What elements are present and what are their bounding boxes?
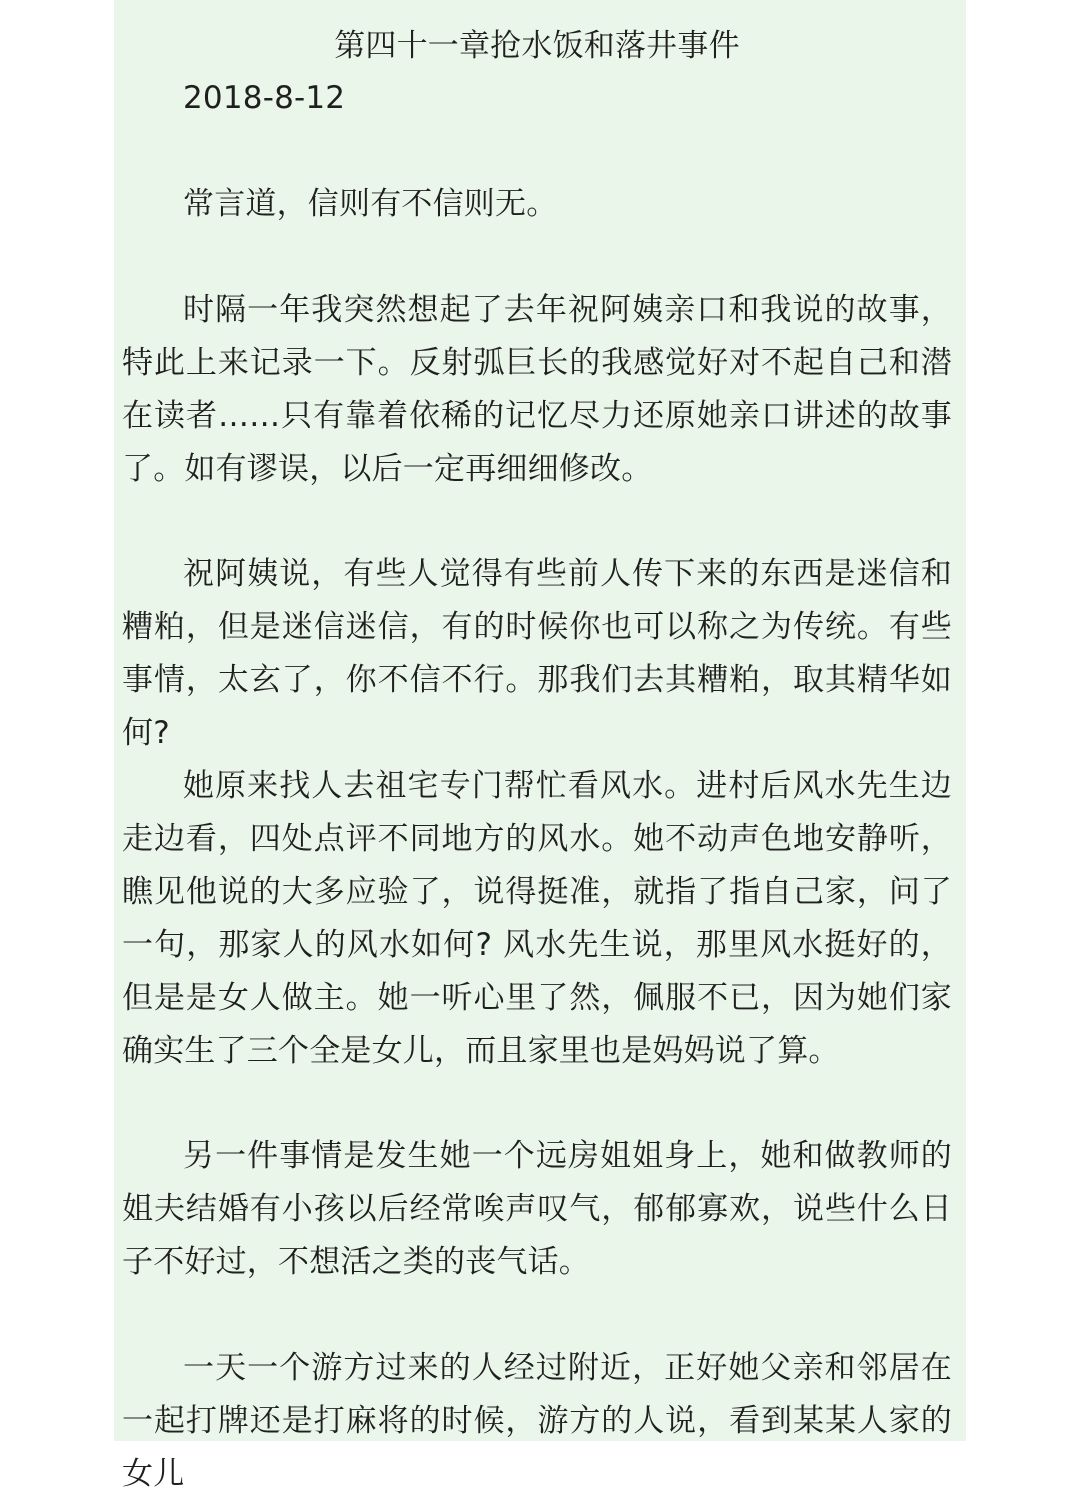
article-date: 2018-8-12 [183, 80, 346, 116]
paragraph: 她原来找人去祖宅专门帮忙看风水。进村后风水先生边走边看，四处点评不同地方的风水。她不动声色地安静听，瞧见他说的大多应验了，说得挺准，就指了指自己家，问了一句，那家人的风水如何? 风水先生说，那里风水挺好的，但是是女人做主。她一听心里了然，佩服不已，因为她们家确实生了三个全是女儿，而且家里也是妈妈说了算。 [122, 768, 952, 1069]
paragraph: 时隔一年我突然想起了去年祝阿姨亲口和我说的故事，特此上来记录一下。反射弧巨长的我感觉好对不起自己和潜在读者……只有靠着依稀的记忆尽力还原她亲口讲述的故事了。如有谬误，以后一定再细细修改。 [122, 292, 952, 487]
paragraph: 祝阿姨说，有些人觉得有些前人传下来的东西是迷信和糟粕，但是迷信迷信，有的时候你也可以称之为传统。有些事情，太玄了，你不信不行。那我们去其糟粕，取其精华如何? [122, 556, 952, 751]
article-paper [114, 0, 966, 1492]
chapter-title: 第四十一章抢水饭和落井事件 [334, 28, 740, 64]
paragraph: 另一件事情是发生她一个远房姐姐身上，她和做教师的姐夫结婚有小孩以后经常唉声叹气，郁郁寡欢，说些什么日子不好过，不想活之类的丧气话。 [122, 1138, 952, 1280]
paragraph: 一天一个游方过来的人经过附近，正好她父亲和邻居在一起打牌还是打麻将的时候，游方的人说，看到某某人家的女儿 [122, 1350, 952, 1492]
paragraph: 常言道，信则有不信则无。 [183, 186, 558, 222]
